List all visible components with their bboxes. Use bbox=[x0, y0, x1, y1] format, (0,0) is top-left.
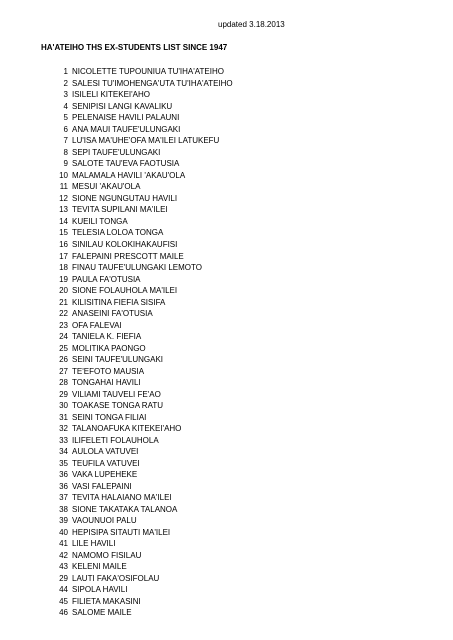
student-number: 24 bbox=[59, 332, 68, 342]
student-row bbox=[0, 158, 233, 170]
student-number: 12 bbox=[59, 193, 68, 203]
student-number: 9 bbox=[63, 159, 68, 169]
student-number: 14 bbox=[59, 216, 68, 226]
student-name: PAULA FA'OTUSIA bbox=[72, 274, 141, 284]
student-row bbox=[0, 481, 233, 493]
student-number: 6 bbox=[63, 124, 68, 134]
student-number: 19 bbox=[59, 274, 68, 284]
student-number: 33 bbox=[59, 435, 68, 445]
student-row bbox=[0, 308, 233, 320]
page-title: HA'ATEIHO THS EX-STUDENTS LIST SINCE 1947 bbox=[41, 43, 228, 52]
student-number: 30 bbox=[59, 401, 68, 411]
student-number: 25 bbox=[59, 343, 68, 353]
student-number: 15 bbox=[59, 228, 68, 238]
student-row bbox=[0, 273, 233, 285]
student-name: FALEPAINI PRESCOTT MAILE bbox=[72, 251, 184, 261]
student-name: LILE HAVILI bbox=[72, 539, 116, 549]
student-row bbox=[0, 204, 233, 216]
student-row bbox=[0, 515, 233, 527]
student-row bbox=[0, 135, 233, 147]
student-number: 45 bbox=[59, 596, 68, 606]
student-row bbox=[0, 550, 233, 562]
student-name: SEPI TAUFE'ULUNGAKI bbox=[72, 147, 161, 157]
student-name: OFA FALEVAI bbox=[72, 320, 122, 330]
student-number: 11 bbox=[59, 182, 68, 192]
student-name: ISILELI KITEKEI'AHO bbox=[72, 90, 150, 100]
student-row bbox=[0, 193, 233, 205]
student-row bbox=[0, 423, 233, 435]
student-number: 42 bbox=[59, 550, 68, 560]
student-row bbox=[0, 458, 233, 470]
student-number: 36 bbox=[59, 481, 68, 491]
student-name: TE'EFOTO MAUSIA bbox=[72, 366, 145, 376]
student-row bbox=[0, 411, 233, 423]
student-name: SIONE NGUNGUTAU HAVILI bbox=[72, 193, 178, 203]
student-number: 7 bbox=[63, 136, 68, 146]
student-name: SIONE FOLAUHOLA MA'ILEI bbox=[72, 286, 178, 296]
student-number: 40 bbox=[59, 527, 68, 537]
student-name: TALANOAFUKA KITEKEI'AHO bbox=[72, 424, 182, 434]
student-row bbox=[0, 181, 233, 193]
student-name: SALOME MAILE bbox=[72, 608, 132, 618]
student-row bbox=[0, 147, 233, 159]
student-number: 17 bbox=[59, 251, 68, 261]
student-row bbox=[0, 354, 233, 366]
student-number: 1 bbox=[63, 67, 68, 77]
student-row bbox=[0, 573, 233, 585]
student-row bbox=[0, 112, 233, 124]
student-number: 29 bbox=[59, 389, 68, 399]
student-list bbox=[0, 66, 233, 619]
student-number: 26 bbox=[59, 355, 68, 365]
student-name: ILIFELETI FOLAUHOLA bbox=[72, 435, 159, 445]
student-name: NICOLETTE TUPOUNIUA TU'IHA'ATEIHO bbox=[72, 67, 224, 77]
student-number: 31 bbox=[59, 412, 68, 422]
student-name: SINILAU KOLOKIHAKAUFISI bbox=[72, 239, 178, 249]
student-number: 3 bbox=[63, 90, 68, 100]
student-row bbox=[0, 239, 233, 251]
student-number: 32 bbox=[59, 424, 68, 434]
student-number: 36 bbox=[59, 470, 68, 480]
student-name: KUEILI TONGA bbox=[72, 216, 128, 226]
student-name: MALAMALA HAVILI 'AKAU'OLA bbox=[72, 170, 186, 180]
student-name: AULOLA VATUVEI bbox=[72, 447, 139, 457]
student-name: HEPISIPA SITAUTI MA'ILEI bbox=[72, 527, 171, 537]
student-row bbox=[0, 400, 233, 412]
student-number: 22 bbox=[59, 309, 68, 319]
student-name: TEVITA HALAIANO MA'ILEI bbox=[72, 493, 172, 503]
student-name: TONGAHAI HAVILI bbox=[72, 378, 141, 388]
student-row bbox=[0, 319, 233, 331]
student-number: 4 bbox=[63, 101, 68, 111]
student-name: SEINI TONGA FILIAI bbox=[72, 412, 147, 422]
student-name: FINAU TAUFE'ULUNGAKI LEMOTO bbox=[72, 263, 202, 273]
student-name: TOAKASE TONGA RATU bbox=[72, 401, 163, 411]
student-row bbox=[0, 446, 233, 458]
student-name: LAUTI FAKA'OSIFOLAU bbox=[72, 573, 160, 583]
student-name: PELENAISE HAVILI PALAUNI bbox=[72, 113, 180, 123]
student-row bbox=[0, 124, 233, 136]
student-number: 38 bbox=[59, 504, 68, 514]
student-number: 8 bbox=[63, 147, 68, 157]
student-number: 34 bbox=[59, 447, 68, 457]
student-name: VAOUNUOI PALU bbox=[72, 516, 137, 526]
student-row bbox=[0, 538, 233, 550]
student-name: ANASEINI FA'OTUSIA bbox=[72, 309, 153, 319]
student-name: SALESI TU'IMOHENGA'UTA TU'IHA'ATEIHO bbox=[72, 78, 233, 88]
updated-date: updated 3.18.2013 bbox=[218, 20, 285, 29]
student-row bbox=[0, 504, 233, 516]
student-name: NAMOMO FISILAU bbox=[72, 550, 142, 560]
student-name: LU'ISA MA'UHE'OFA MA'ILEI LATUKEFU bbox=[72, 136, 220, 146]
student-number: 27 bbox=[59, 366, 68, 376]
student-number: 35 bbox=[59, 458, 68, 468]
student-row bbox=[0, 296, 233, 308]
student-name: SIONE TAKATAKA TALANOA bbox=[72, 504, 178, 514]
student-name: KILISITINA FIEFIA SISIFA bbox=[72, 297, 166, 307]
student-number: 39 bbox=[59, 516, 68, 526]
student-row bbox=[0, 66, 233, 78]
student-name: ANA MAUI TAUFE'ULUNGAKI bbox=[72, 124, 181, 134]
student-row bbox=[0, 342, 233, 354]
student-name: SIPOLA HAVILI bbox=[72, 585, 128, 595]
student-row bbox=[0, 561, 233, 573]
student-number: 20 bbox=[59, 286, 68, 296]
student-number: 5 bbox=[63, 113, 68, 123]
student-number: 13 bbox=[59, 205, 68, 215]
student-number: 28 bbox=[59, 378, 68, 388]
student-row bbox=[0, 469, 233, 481]
student-number: 18 bbox=[59, 263, 68, 273]
student-name: SEINI TAUFE'ULUNGAKI bbox=[72, 355, 164, 365]
student-row bbox=[0, 365, 233, 377]
student-number: 44 bbox=[59, 585, 68, 595]
student-name: TEVITA SUPILANI MA'ILEI bbox=[72, 205, 168, 215]
student-name: VAKA LUPEHEKE bbox=[72, 470, 138, 480]
student-name: SALOTE TAU'EVA FAOTUSIA bbox=[72, 159, 180, 169]
student-row bbox=[0, 596, 233, 608]
student-name: SENIPISI LANGI KAVALIKU bbox=[72, 101, 173, 111]
student-row bbox=[0, 377, 233, 389]
student-number: 23 bbox=[59, 320, 68, 330]
student-number: 29 bbox=[59, 573, 68, 583]
student-row bbox=[0, 101, 233, 113]
student-number: 10 bbox=[59, 170, 68, 180]
student-row bbox=[0, 78, 233, 90]
student-name: KELENI MAILE bbox=[72, 562, 127, 572]
student-number: 41 bbox=[59, 539, 68, 549]
student-row bbox=[0, 492, 233, 504]
student-row bbox=[0, 331, 233, 343]
student-row bbox=[0, 584, 233, 596]
student-number: 43 bbox=[59, 562, 68, 572]
student-row bbox=[0, 250, 233, 262]
student-row bbox=[0, 285, 233, 297]
student-row bbox=[0, 227, 233, 239]
student-row bbox=[0, 527, 233, 539]
student-row bbox=[0, 262, 233, 274]
student-number: 2 bbox=[63, 78, 68, 88]
student-name: MOLITIKA PAONGO bbox=[72, 343, 146, 353]
student-name: TANIELA K. FIEFIA bbox=[72, 332, 142, 342]
student-number: 16 bbox=[59, 239, 68, 249]
student-row bbox=[0, 435, 233, 447]
student-number: 46 bbox=[59, 608, 68, 618]
student-row bbox=[0, 388, 233, 400]
student-name: FILIETA MAKASINI bbox=[72, 596, 141, 606]
student-name: MESUI 'AKAU'OLA bbox=[72, 182, 141, 192]
student-name: VASI FALEPAINI bbox=[72, 481, 132, 491]
student-name: TELESIA LOLOA TONGA bbox=[72, 228, 164, 238]
student-row bbox=[0, 170, 233, 182]
student-row bbox=[0, 216, 233, 228]
student-number: 37 bbox=[59, 493, 68, 503]
student-row bbox=[0, 607, 233, 619]
student-number: 21 bbox=[59, 297, 68, 307]
student-name: VILIAMI TAUVELI FE'AO bbox=[72, 389, 161, 399]
student-row bbox=[0, 89, 233, 101]
student-name: TEUFILA VATUVEI bbox=[72, 458, 140, 468]
